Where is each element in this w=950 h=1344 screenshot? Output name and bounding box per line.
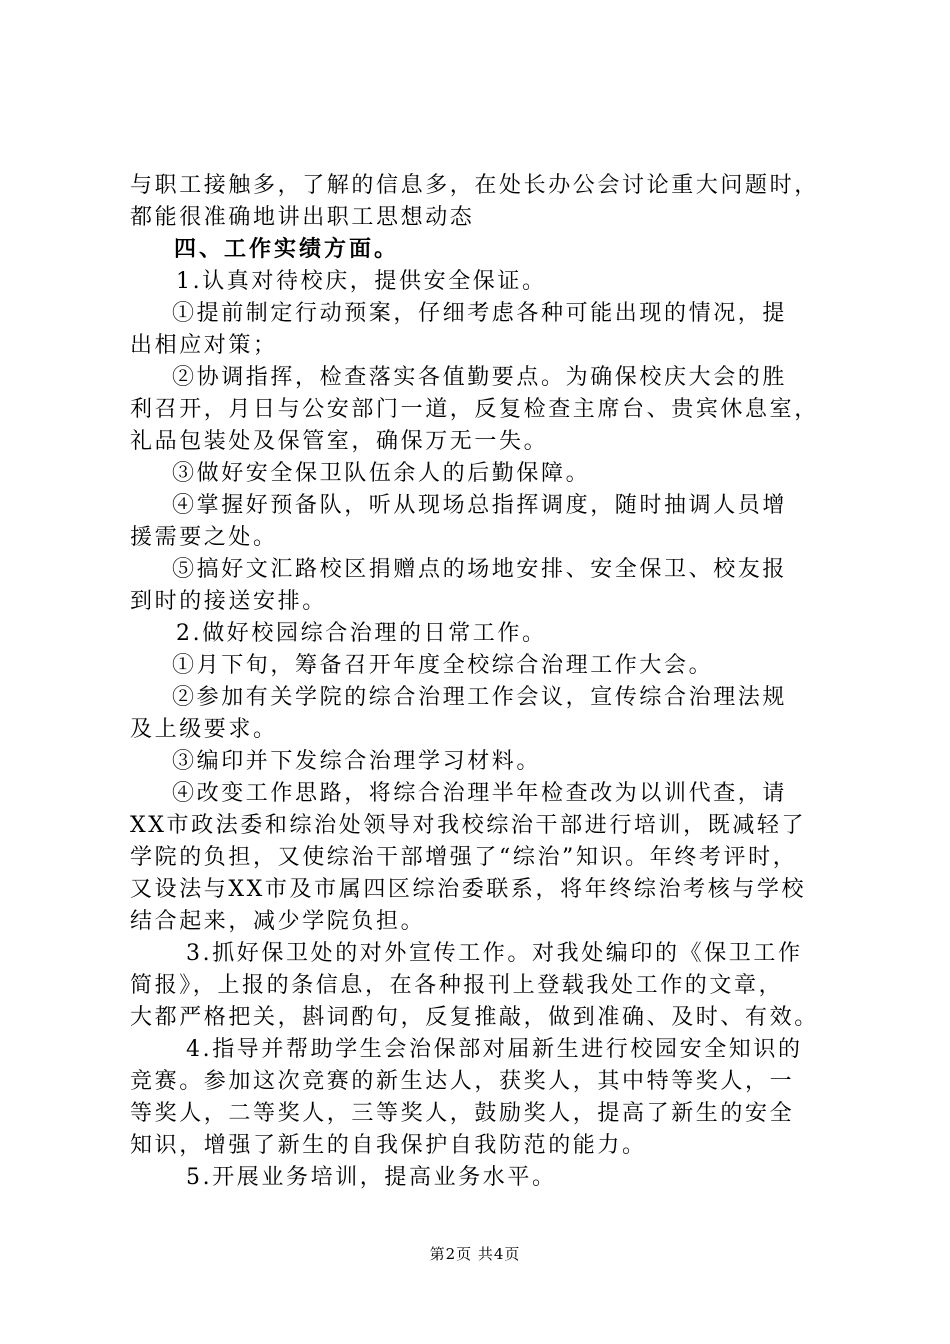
text-line: 援需要之处。 xyxy=(130,525,278,550)
text-line: 竞赛。参加这次竞赛的新生达人，获奖人，其中特等奖人，一 xyxy=(130,1069,795,1094)
text-line: 大都严格把关，斟词酌句，反复推敲，做到准确、及时、有效。 xyxy=(130,1005,819,1030)
text-line: 及上级要求。 xyxy=(130,717,278,742)
text-line: 知识，增强了新生的自我保护自我防范的能力。 xyxy=(130,1133,647,1158)
text-line: 等奖人，二等奖人，三等奖人，鼓励奖人，提高了新生的安全 xyxy=(130,1101,795,1126)
item-heading: 4.指导并帮助学生会治保部对届新生进行校园安全知识的 xyxy=(186,1037,803,1062)
text-line: ①提前制定行动预案，仔细考虑各种可能出现的情况，提 xyxy=(172,301,788,326)
text-line: ②协调指挥，检查落实各值勤要点。为确保校庆大会的胜 xyxy=(172,365,788,390)
text-line: ④改变工作思路，将综合治理半年检查改为以训代查，请 xyxy=(172,781,788,806)
text-line: 结合起来，减少学院负担。 xyxy=(130,909,426,934)
text-line: 利召开，月日与公安部门一道，反复检查主席台、贵宾休息室， xyxy=(130,397,819,422)
text-line: 出相应对策； xyxy=(130,333,278,358)
page-number-footer: 第2页 共4页 xyxy=(429,1245,521,1263)
text-line: 礼品包装处及保管室，确保万无一失。 xyxy=(130,429,549,454)
item-heading: 3.抓好保卫处的对外宣传工作。对我处编印的《保卫工作 xyxy=(186,941,803,966)
text-line: ④掌握好预备队，听从现场总指挥调度，随时抽调人员增 xyxy=(172,493,788,518)
text-line: 与职工接触多，了解的信息多，在处长办公会讨论重大问题时， xyxy=(130,173,819,198)
item-heading: 1.认真对待校庆，提供安全保证。 xyxy=(176,269,547,294)
text-line: 到时的接送安排。 xyxy=(130,589,327,614)
document-body xyxy=(130,170,835,1194)
text-line: 又设法与XX市及市属四区综治委联系，将年终综治考核与学校 xyxy=(130,877,807,902)
section-heading: 四、工作实绩方面。 xyxy=(174,237,400,262)
text-line: ③做好安全保卫队伍余人的后勤保障。 xyxy=(172,461,591,486)
text-line: 学院的负担，又使综治干部增强了“综治”知识。年终考评时， xyxy=(130,845,798,870)
text-line: XX市政法委和综治处领导对我校综治干部进行培训，既减轻了 xyxy=(130,813,807,838)
text-line: 都能很准确地讲出职工思想动态 xyxy=(130,205,475,230)
text-line: ③编印并下发综合治理学习材料。 xyxy=(172,749,542,774)
text-line: ②参加有关学院的综合治理工作会议，宣传综合治理法规 xyxy=(172,685,788,710)
item-heading: 2.做好校园综合治理的日常工作。 xyxy=(176,621,547,646)
text-line: 简报》，上报的条信息，在各种报刊上登载我处工作的文章， xyxy=(130,973,784,998)
text-line: ⑤搞好文汇路校区捐赠点的场地安排、安全保卫、校友报 xyxy=(172,557,788,582)
text-line: ①月下旬，筹备召开年度全校综合治理工作大会。 xyxy=(172,653,714,678)
item-heading: 5.开展业务培训，提高业务水平。 xyxy=(186,1165,557,1190)
